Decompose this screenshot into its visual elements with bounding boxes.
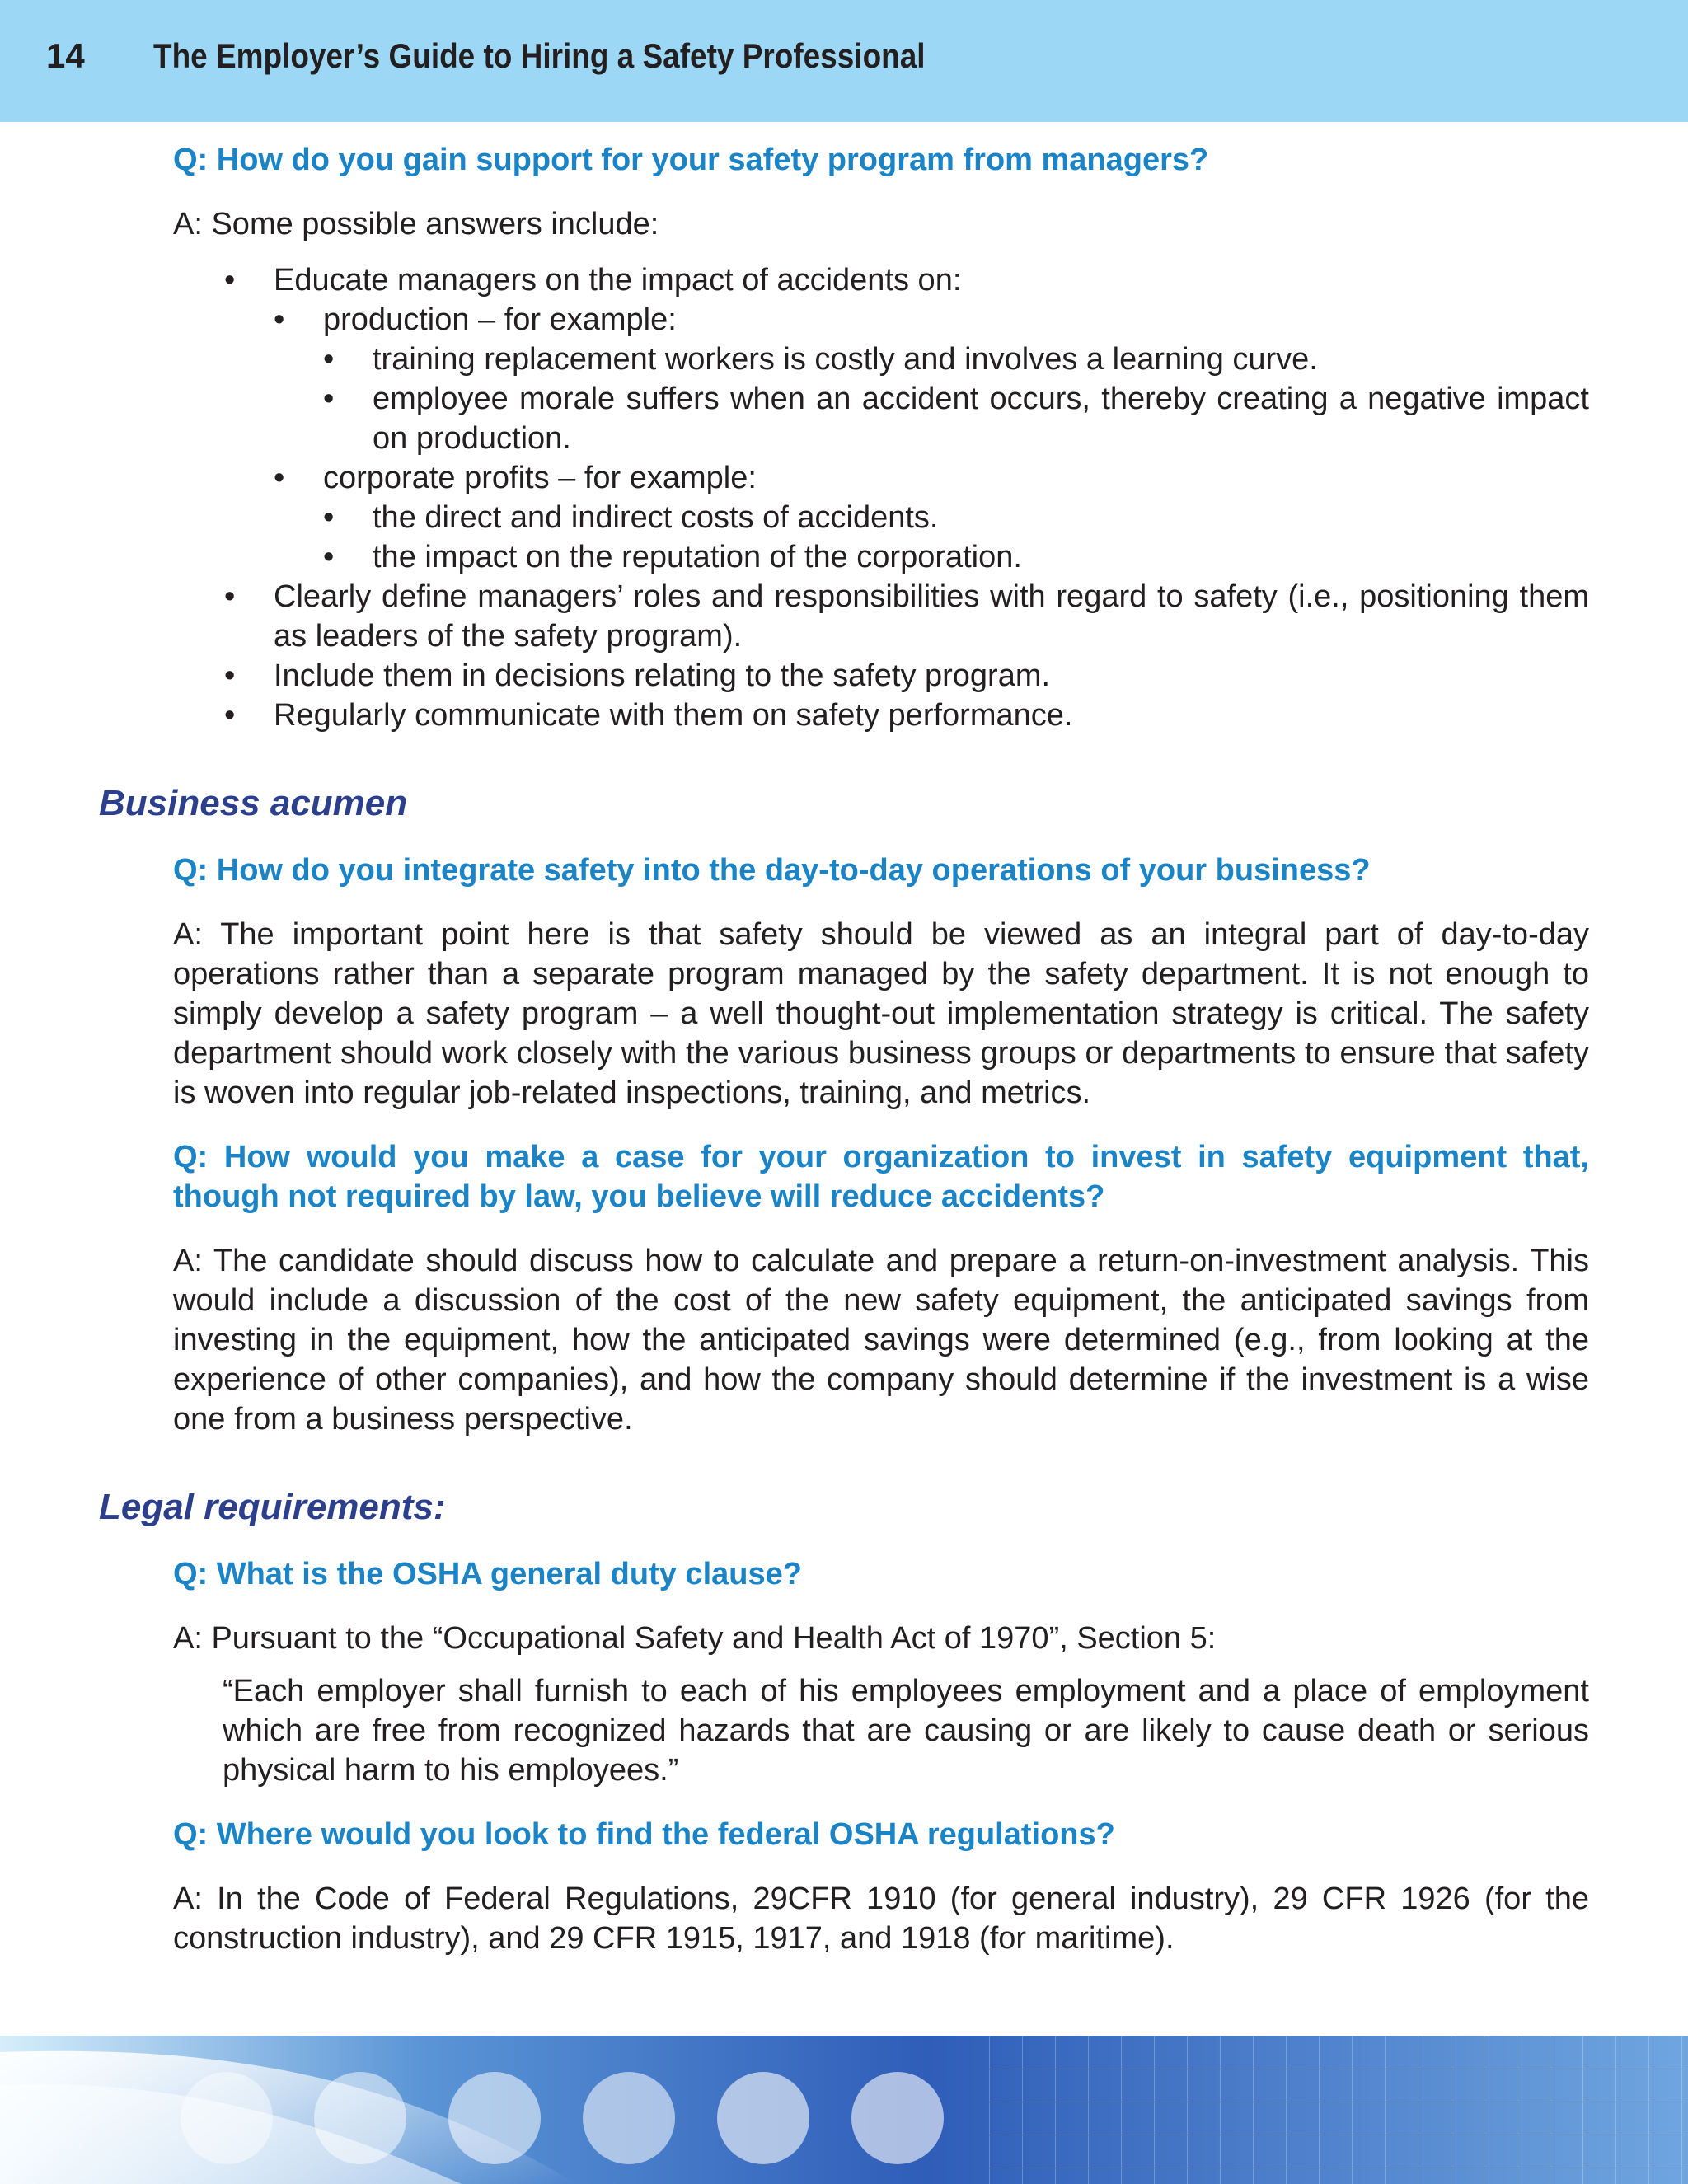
list-item: • Regularly communicate with them on safety performance. — [274, 696, 1589, 735]
footer-decorative-band — [0, 2036, 1688, 2184]
band-circle — [314, 2072, 406, 2164]
question-osha-regulations: Q: Where would you look to find the federal OSHA regulations? — [173, 1817, 1115, 1852]
band-grid — [989, 2036, 1688, 2184]
list-item: • the impact on the reputation of the corporation. — [373, 537, 1589, 577]
question-invest-equipment: Q: How would you make a case for your organization to invest in safety equipment that, though not required by law, you believe will reduce accidents? — [173, 1140, 1589, 1214]
question-general-duty-clause: Q: What is the OSHA general duty clause? — [173, 1557, 802, 1591]
running-title: The Employer’s Guide to Hiring a Safety Professional — [153, 36, 926, 75]
band-circle — [583, 2072, 675, 2164]
question-manager-support: Q: How do you gain support for your safety program from managers? — [173, 143, 1209, 177]
answer-integrate-safety: A: The important point here is that safety should be viewed as an integral part of day-to-day operations rather than a separate program managed by the safety department. It is not enough to simply develop a safety program – a well thought-out implementation strategy is critical. The safety department should work closely with the various business groups or departments to ensure that safety is woven into regular job-related inspections, training, and metrics. — [173, 917, 1589, 1110]
list-item: • Clearly define managers’ roles and responsibilities with regard to safety (i.e., positioning them as leaders of the safety program). — [274, 577, 1589, 656]
list-item: • training replacement workers is costly and involves a learning curve. — [373, 340, 1589, 379]
list-item: • Include them in decisions relating to the safety program. — [274, 656, 1589, 696]
general-duty-quote: “Each employer shall furnish to each of his employees employment and a place of employment which are free from recognized hazards that are causing or are likely to cause death or serious physical harm to his employees.” — [223, 1674, 1589, 1788]
answer-general-duty-clause: A: Pursuant to the “Occupational Safety and Health Act of 1970”, Section 5: — [173, 1621, 1217, 1656]
list-item: • production – for example: • training replacement workers is costly and involves a learning curve. • employee morale suffers when an accident occurs, thereby creating a negative impact on production. — [323, 300, 1589, 458]
answer-intro: A: Some possible answers include: — [173, 207, 659, 241]
band-circle — [851, 2072, 944, 2164]
band-circle — [448, 2072, 541, 2164]
list-item: • the direct and indirect costs of accidents. — [373, 498, 1589, 537]
page-header — [0, 0, 1688, 122]
section-heading-legal-requirements: Legal requirements: — [99, 1487, 446, 1527]
list-item: • corporate profits – for example: • the direct and indirect costs of accidents. • the impact on the reputation of the corporation. — [323, 458, 1589, 577]
section-heading-business-acumen: Business acumen — [99, 783, 408, 823]
band-circle — [181, 2072, 273, 2164]
page-number: 14 — [46, 36, 85, 75]
question-integrate-safety: Q: How do you integrate safety into the day-to-day operations of your business? — [173, 853, 1371, 888]
answer-bullet-list — [274, 260, 1589, 735]
answer-osha-regulations: A: In the Code of Federal Regulations, 29CFR 1910 (for general industry), 29 CFR 1926 (for the construction industry), and 29 CFR 1915, 1917, and 1918 (for maritime). — [173, 1882, 1589, 1956]
page-body — [99, 140, 1589, 1983]
list-item: • employee morale suffers when an accident occurs, thereby creating a negative impact on production. — [373, 379, 1589, 458]
band-circle — [717, 2072, 809, 2164]
list-item: • Educate managers on the impact of accidents on: • production – for example: • training replacement workers is costly and involves a learning curve. • employee morale suffers when an accident occurs, thereby creating a negative impact on production. • corporate profits – for example: • the direct and indirect costs of accidents. • the impact on the reputation of the corporation. — [274, 260, 1589, 577]
answer-invest-equipment: A: The candidate should discuss how to calculate and prepare a return-on-investment analysis. This would include a discussion of the cost of the new safety equipment, the anticipated savings from investing in the equipment, how the anticipated savings were determined (e.g., from looking at the experience of other companies), and how the company should determine if the investment is a wise one from a business perspective. — [173, 1244, 1589, 1436]
